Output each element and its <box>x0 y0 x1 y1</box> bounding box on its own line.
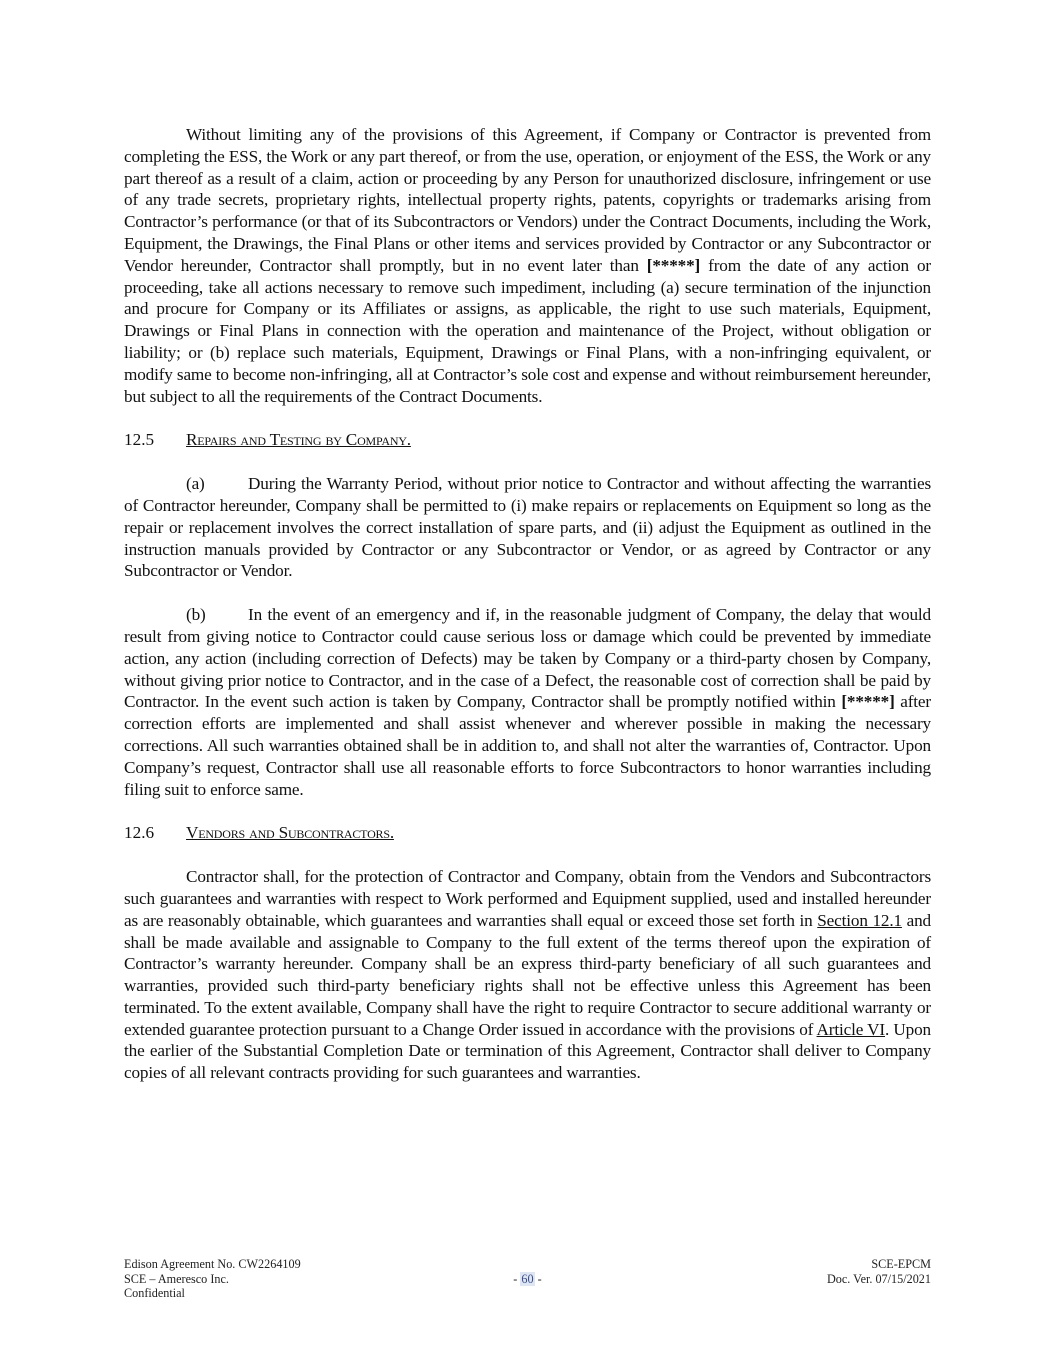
document-code: SCE-EPCM <box>871 1257 931 1271</box>
section-12-5-heading <box>124 429 931 451</box>
footer-right <box>827 1257 931 1286</box>
paragraph-text-part2: and shall be made available and assignable to Company to the full extent of the terms thereof upon the expiration of Contractor’s warranty hereunder. Company shall be an express third-party beneficiary of all such guarantees and warranties, provided such third-party beneficiary rights shall not be effective unless this Agreement has been terminated. To the extent available, Company shall have the right to require Contractor to secure additional warranty or extended guarantee protection pursuant to a Change Order issued in accordance with the provisions of <box>124 910 931 1039</box>
redacted-marker: [*****] <box>841 692 895 712</box>
section-number: 12.5 <box>124 430 155 450</box>
parties: SCE – Ameresco Inc. <box>124 1271 229 1286</box>
redacted-marker: [*****] <box>646 255 701 275</box>
article-vi-reference: Article VI <box>816 1019 885 1039</box>
document-page <box>124 124 931 1084</box>
intro-paragraph <box>124 124 931 407</box>
page-number: 60 <box>521 1271 534 1286</box>
subsection-text-part2: after correction efforts are implemented and shall assist whenever and wherever possible in making the necessary corrections. All such warranties obtained shall be in addition to, and shall not alter the warranties of, Contractor. Upon Company’s request, Contractor shall use all reasonable efforts to force Subcontractors to honor warranties including filing suit to enforce same. <box>124 692 931 799</box>
intro-text-part2: from the date of any action or proceeding, take all actions necessary to remove such impediment, including (a) secure termination of the injunction and procure for Company or its Affiliates or assigns, as applicable, the right to use such materials, Equipment, Drawings or Final Plans in connection with the operation and maintenance of the Project, without obligation or liability; or (b) replace such materials, Equipment, Drawings or Final Plans, with a non-infringing equivalent, or modify same to become non-infringing, all at Contractor’s sole cost and expense and without reimbursement hereunder, but subject to all the requirements of the Contract Documents. <box>124 255 931 406</box>
section-title: Vendors and Subcontractors. <box>186 823 394 843</box>
footer-page-number: - 60 - <box>513 1271 542 1286</box>
subsection-text: During the Warranty Period, without prior notice to Contractor and without affecting the warranties of Contractor hereunder, Company shall be permitted to (i) make repairs or replacements on Equipment so long as the repair or replacement involves the correct installation of spare parts, and (ii) adjust the Equipment as outlined in the instruction manuals provided by Contractor or any Subcontractor or Vendor, or as agreed by Contractor or any Subcontractor or Vendor. <box>124 474 931 581</box>
subsection-label: (b) <box>186 605 206 625</box>
section-title: Repairs and Testing by Company. <box>186 430 411 450</box>
section-12-6-heading <box>124 822 931 844</box>
section-12-6-paragraph <box>124 866 931 1084</box>
subsection-label: (a) <box>186 474 205 494</box>
section-12-5-para-a <box>124 473 931 582</box>
document-version: Doc. Ver. 07/15/2021 <box>826 1271 931 1286</box>
subsection-text-part1: In the event of an emergency and if, in the reasonable judgment of Company, the delay that would result from giving notice to Contractor could cause serious loss or damage which could be prevented by immediate action, any action (including correction of Defects) may be taken by Company or a third-party chosen by Company, without giving prior notice to Contractor, and in the case of a Defect, the reasonable cost of correction shall be paid by Contractor. In the event such action is taken by Company, Contractor shall be promptly notified within <box>124 605 931 712</box>
paragraph-text-part1: Contractor shall, for the protection of Contractor and Company, obtain from the Vendors and Subcontractors such guarantees and warranties with respect to Work performed and Equipment supplied, used and installed hereunder as are reasonably obtainable, which guarantees and warranties shall equal or exceed those set forth in <box>124 867 931 930</box>
intro-text-part1: Without limiting any of the provisions of this Agreement, if Company or Contractor is prevented from completing the ESS, the Work or any part thereof, or from the use, operation, or enjoyment of the ESS, the Work or any part thereof as a result of a claim, action or proceeding by any Person for unauthorized disclosure, infringement or use of any trade secrets, proprietary rights, intellectual property rights, patents, copyrights or trademarks arising from Contractor’s performance (or that of its Subcontractors or Vendors) under the Contract Documents, including the Work, Equipment, the Drawings, the Final Plans or other items and services provided by Contractor or any Subcontractor or Vendor hereunder, Contractor shall promptly, but in no event later than <box>124 125 931 275</box>
paragraph-text-part3: . Upon the earlier of the Substantial Completion Date or termination of this Agreement, Contractor shall deliver to Company copies of all relevant contracts providing for such guarantees and warranties. <box>124 1019 932 1083</box>
confidentiality-label: Confidential <box>124 1286 185 1300</box>
section-12-5-para-b <box>124 604 931 800</box>
section-12-1-reference: Section 12.1 <box>817 910 902 930</box>
agreement-number: Edison Agreement No. CW2264109 <box>124 1257 301 1271</box>
section-number: 12.6 <box>124 823 155 843</box>
